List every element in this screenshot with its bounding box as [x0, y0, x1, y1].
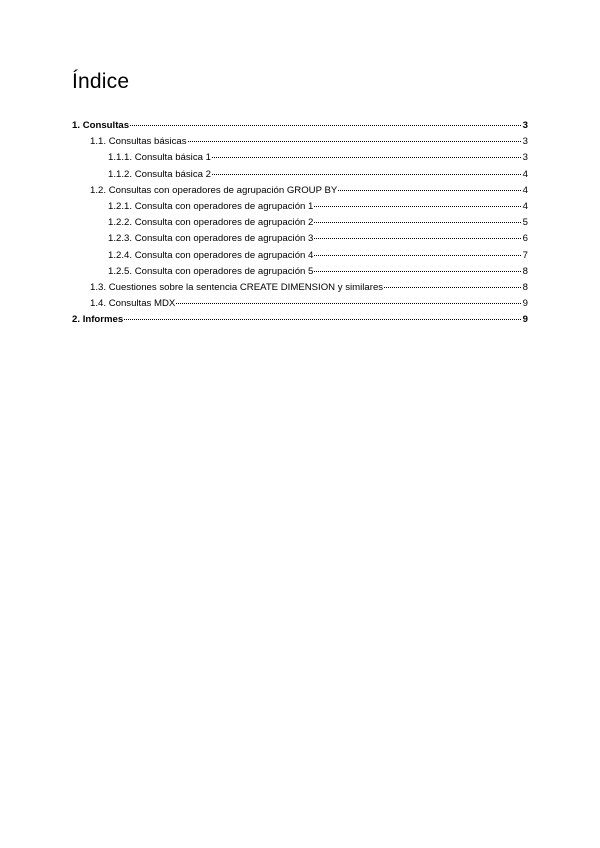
toc-entry-title: Cuestiones sobre la sentencia CREATE DIMENSION y similares: [108, 281, 384, 293]
toc-entry-label: [90, 296, 175, 312]
toc-dot-leader: [124, 319, 521, 320]
toc-entry-number: 2.: [72, 314, 81, 326]
toc-dot-leader: [212, 174, 521, 175]
toc-entry[interactable]: [72, 215, 528, 231]
toc-entry-label: [108, 167, 211, 183]
toc-entry-number: 1.4.: [90, 298, 107, 310]
toc-entry-label: [90, 134, 187, 150]
toc-page-number: 4: [522, 168, 528, 180]
toc-entry-title: Consultas básicas: [108, 136, 187, 148]
toc-entry-title: Consulta con operadores de agrupación 4: [134, 249, 314, 261]
table-of-contents: [72, 118, 528, 328]
toc-dot-leader: [130, 125, 521, 126]
toc-entry[interactable]: [72, 280, 528, 296]
toc-dot-leader: [314, 222, 521, 223]
toc-dot-leader: [314, 271, 521, 272]
toc-entry-label: [108, 248, 313, 264]
toc-entry-title: Consulta con operadores de agrupación 3: [134, 233, 314, 245]
toc-dot-leader: [314, 206, 521, 207]
toc-entry-label: [90, 280, 383, 296]
toc-entry-label: [72, 312, 123, 328]
toc-title: Índice: [72, 70, 130, 93]
toc-entry-title: Consulta básica 1: [134, 152, 211, 164]
toc-entry-label: [90, 183, 337, 199]
toc-dot-leader: [338, 190, 521, 191]
toc-page-number: 3: [522, 152, 528, 164]
toc-entry-label: [108, 150, 211, 166]
toc-entry[interactable]: [72, 296, 528, 312]
toc-entry[interactable]: [72, 183, 528, 199]
toc-entry-number: 1.2.4.: [108, 249, 133, 261]
toc-entry[interactable]: [72, 167, 528, 183]
toc-entry-number: 1.3.: [90, 281, 107, 293]
toc-entry-label: [108, 231, 313, 247]
toc-entry-title: Consulta con operadores de agrupación 2: [134, 217, 314, 229]
toc-entry-number: 1.2.: [90, 184, 107, 196]
toc-entry-number: 1.2.5.: [108, 265, 133, 277]
toc-entry-number: 1.2.3.: [108, 233, 133, 245]
toc-entry-label: [72, 118, 129, 134]
toc-page-number: 3: [522, 120, 528, 131]
toc-entry-title: Consulta con operadores de agrupación 5: [134, 265, 314, 277]
toc-page-number: 3: [522, 136, 528, 148]
toc-entry-number: 1.1.2.: [108, 168, 133, 180]
toc-dot-leader: [188, 141, 521, 142]
toc-entry[interactable]: [72, 118, 528, 134]
toc-dot-leader: [314, 255, 521, 256]
toc-page-number: 8: [522, 265, 528, 277]
toc-entry-title: Consulta básica 2: [134, 168, 211, 180]
toc-entry[interactable]: [72, 248, 528, 264]
toc-entry-label: [108, 215, 313, 231]
toc-entry[interactable]: [72, 231, 528, 247]
toc-entry[interactable]: [72, 150, 528, 166]
toc-page-number: 7: [522, 249, 528, 261]
toc-page-number: 9: [522, 314, 528, 326]
toc-page-number: 4: [522, 200, 528, 212]
toc-entry-title: Consultas: [82, 120, 130, 131]
toc-entry-title: Consulta con operadores de agrupación 1: [134, 200, 314, 212]
toc-page-number: 9: [522, 298, 528, 310]
toc-entry[interactable]: [72, 312, 528, 328]
toc-entry-title: Consultas MDX: [108, 298, 176, 310]
toc-entry-number: 1.2.2.: [108, 217, 133, 229]
toc-entry[interactable]: [72, 134, 528, 150]
toc-dot-leader: [176, 303, 521, 304]
toc-page-number: 6: [522, 233, 528, 245]
toc-entry[interactable]: [72, 199, 528, 215]
toc-entry-number: 1.1.: [90, 136, 107, 148]
toc-entry-label: [108, 264, 313, 280]
toc-entry-title: Consultas con operadores de agrupación GROUP BY: [108, 184, 338, 196]
toc-entry-label: [108, 199, 313, 215]
toc-entry-number: 1.: [72, 120, 81, 131]
toc-page-number: 5: [522, 217, 528, 229]
toc-dot-leader: [384, 287, 521, 288]
toc-page-number: 4: [522, 184, 528, 196]
toc-entry-title: Informes: [82, 314, 124, 326]
toc-dot-leader: [212, 157, 521, 158]
toc-entry-number: 1.2.1.: [108, 200, 133, 212]
toc-page-number: 8: [522, 281, 528, 293]
toc-entry-number: 1.1.1.: [108, 152, 133, 164]
toc-entry[interactable]: [72, 264, 528, 280]
toc-dot-leader: [314, 238, 521, 239]
